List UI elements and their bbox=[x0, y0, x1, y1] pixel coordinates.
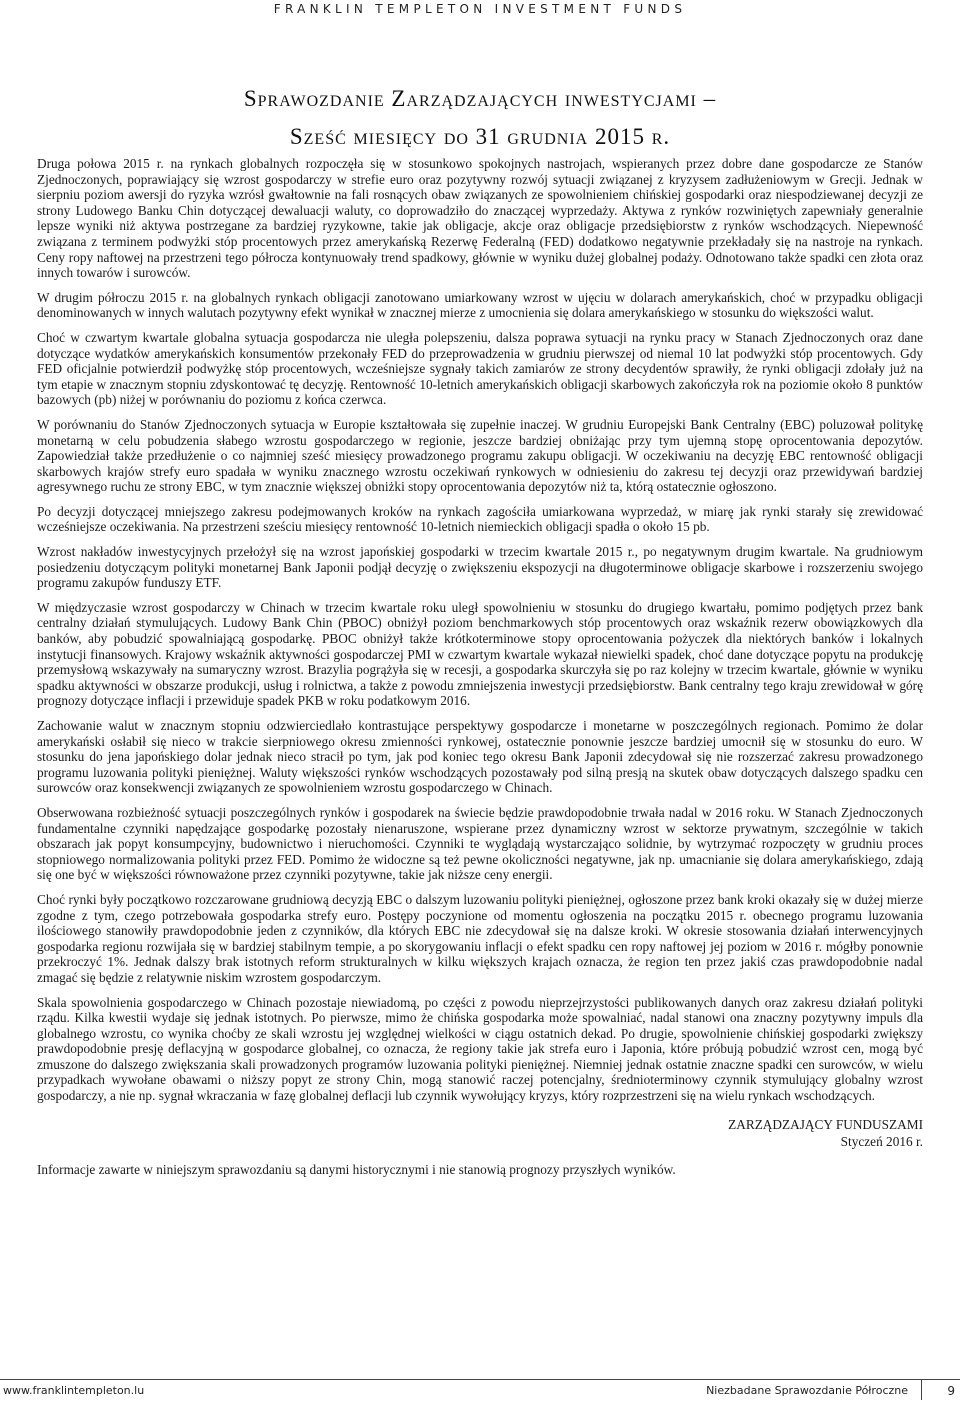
paragraph: W międzyczasie wzrost gospodarczy w Chinach w trzecim kwartale roku uległ spowolnieniu w stosunku do drugiego kwartału, pomimo podjętych przez bank centralny działań stymulujących. Ludowy Bank Chin (PBOC) obniżył poziom benchmarkowych stóp procentowych oraz wskaźnik rezerw obowiązkowych dla banków, aby pobudzić spowalniającą gospodarkę. PBOC obniżył także krótkoterminowe stopy oprocentowania pożyczek dla niektórych banków i lokalnych instytucji finansowych. Krajowy wskaźnik aktywności gospodarczej PMI w czwartym kwartale wykazał niewielki spadek, choć dane dotyczące popytu na produkcję przemysłową wskazywały na sumaryczny wzrost. Brazylia pogrążyła się w recesji, a gospodarka skurczyła się po raz kolejny w trzecim kwartale, głównie w wyniku spadku aktywności w obszarze produkcji, usług i rolnictwa, a także z powodu zmniejszenia inwestycji przedsiębiorstw. Bank centralny tego kraju zrewidował w górę prognozy dotyczące inflacji i przewiduje spadek PKB w roku podatkowym 2016. bbox=[37, 599, 923, 709]
signature-date: Styczeń 2016 r. bbox=[840, 1133, 923, 1149]
report-body bbox=[37, 156, 923, 1177]
page-title bbox=[0, 80, 960, 156]
paragraph: Obserwowana rozbieżność sytuacji poszczególnych rynków i gospodarek na świecie będzie prawdopodobnie trwała nadal w 2016 roku. W Stanach Zjednoczonych fundamentalne czynniki napędzające gospodarkę pozostały nienaruszone, wspierane przez dynamiczny wzrost w sektorze prywatnym, szczególnie w takich obszarach jak popyt konsumpcyjny, budownictwo i nieruchomości. Czynniki te wyglądają wystarczająco solidnie, by wytrzymać rozpoczęty w grudniu proces stopniowego normalizowania polityki przez FED. Pomimo że widoczne są też pewne okoliczności negatywne, jak np. umacnianie się dolara amerykańskiego, zdają się one być w większości równoważone przez czynniki pozytywne, takie jak niższe ceny energii. bbox=[37, 804, 923, 883]
page-number: 9 bbox=[947, 1384, 955, 1398]
paragraph: W porównaniu do Stanów Zjednoczonych sytuacja w Europie kształtowała się zupełnie inaczej. W grudniu Europejski Bank Centralny (EBC) poluzował politykę monetarną w celu pobudzenia słabego wzrostu gospodarczego w regionie, jeszcze bardziej obniżając przy tym ujemną stopę oprocentowania depozytów. Zapowiedział także przedłużenie o co najmniej sześć miesięcy prowadzonego programu zakupu obligacji. W oczekiwaniu na decyzję EBC rentowność obligacji skarbowych krajów strefy euro spadała w wyniku znacznego wzrostu oczekiwań rynkowych w odniesieniu do zakresu tej decyzji oraz przewidywań bardziej agresywnego ruchu ze strony EBC, w tym znacznie większej obniżki stopy oprocentowania depozytów niż ta, którą ostatecznie ogłoszono. bbox=[37, 416, 923, 495]
footer-separator bbox=[921, 1380, 922, 1400]
paragraph: Choć w czwartym kwartale globalna sytuacja gospodarcza nie uległa polepszeniu, dalsza poprawa sytuacji na rynku pracy w Stanach Zjednoczonych oraz dane dotyczące wydatków amerykańskich konsumentów przekonały FED do przeprowadzenia w grudniu pierwszej od niemal 10 lat podwyżki stóp procentowych. Gdy FED oficjalnie potwierdził podwyżkę stóp procentowych, wcześniejsze sygnały takich zamiarów ze strony decydentów sprawiły, że rynki obligacji zdołały już na tym etapie w znacznym stopniu zdyskontować tę decyzję. Rentowność 10-letnich amerykańskich obligacji skarbowych zakończyła rok na poziomie około 8 punktów bazowych (pb) niżej w porównaniu do poziomu z końca czerwca. bbox=[37, 329, 923, 408]
running-header: FRANKLIN TEMPLETON INVESTMENT FUNDS bbox=[273, 2, 687, 16]
signature-role: ZARZĄDZAJĄCY FUNDUSZAMI bbox=[728, 1116, 923, 1132]
paragraph: Zachowanie walut w znacznym stopniu odzwierciedlało kontrastujące perspektywy gospodarcze i monetarne w poszczególnych regionach. Pomimo że dolar amerykański osłabił się nieco w trakcie sierpniowego okresu zmienności rynkowej, ostatecznie ponownie jeszcze bardziej umocnił się w stosunku do euro. W stosunku do jena japońskiego dolar jednak nieco stracił po tym, jak pod koniec tego okresu Bank Japonii zdecydował się nie rozszerzać zakresu prowadzonego programu luzowania polityki pieniężnej. Waluty większości rynków wschodzących pozostawały pod silną presją na skutek obaw dotyczących dalszego spadku cen surowców oraz konsekwencji związanych ze spowolnieniem wzrostu gospodarczego w Chinach. bbox=[37, 718, 923, 796]
footer-document-title: Niezbadane Sprawozdanie Półroczne bbox=[706, 1384, 908, 1397]
paragraph: Druga połowa 2015 r. na rynkach globalnych rozpoczęła się w stosunkowo spokojnych nastrojach, wspieranych przez dobre dane gospodarcze ze Stanów Zjednoczonych, poprawiający się wzrost gospodarczy w strefie euro oraz pozytywny rozwój sytuacji związanej z kryzysem zadłużeniowym w Grecji. Jednak w sierpniu poziom awersji do ryzyka wzrósł gwałtownie na fali rosnących obaw związanych ze spowolnieniem chińskiej gospodarki oraz niespodziewanej decyzji ze strony Ludowego Banku Chin dotyczącej dewaluacji waluty, co doprowadziło do znaczącej wyprzedaży. Aktywa z rynków rozwiniętych zapewniały generalnie lepsze wyniki niż aktywa postrzegane za bardziej ryzykowne, takie jak obligacje, akcje oraz obligacje przedsiębiorstw z rynków wschodzących. Niepewność związana z terminem podwyżki stóp procentowych przez amerykańską Rezerwę Federalną (FED) dodatkowo negatywnie przekładały się na nastroje na rynkach. Ceny ropy naftowej na przestrzeni tego półrocza kontynuowały trend spadkowy, głównie w wyniku dużej globalnej podaży. Odnotowano także spadki cen złota oraz innych towarów i surowców. bbox=[37, 156, 923, 281]
title-line-1: Sprawozdanie Zarządzających inwestycjami – bbox=[243, 86, 717, 111]
disclaimer-note: Informacje zawarte w niniejszym sprawozdaniu są danymi historycznymi i nie stanowią prognozy przyszłych wyników. bbox=[37, 1161, 676, 1177]
footer-divider bbox=[0, 1379, 960, 1380]
paragraph: Skala spowolnienia gospodarczego w Chinach pozostaje niewiadomą, po części z powodu nieprzejrzystości publikowanych danych oraz zakresu działań polityki rządu. Kilka kwestii wydaje się jednak istotnych. Po pierwsze, mimo że chińska gospodarka może spowalniać, nadal stanowi ona znaczny pozytywny impuls dla globalnego wzrostu, co wynika choćby ze skali wzrostu jej względnej wielkości w ciągu ostatnich dekad. Po drugie, spowolnienie chińskiej gospodarki zwiększy prawdopodobnie presję deflacyjną w gospodarce globalnej, co oznacza, że regiony takie jak strefa euro i Japonia, które próbują pobudzić wzrost cen, mogą być zmuszone do dalszego zwiększania skali prowadzonych programów luzowania polityki pieniężnej. Niemniej jednak ostatnie znaczne spadki cen surowców, w wielu przypadkach wywołane obawami o niższy popyt ze strony Chin, mogą stanowić raczej potencjalny, średnioterminowy czynnik stymulujący globalny wzrost gospodarczy, a nie np. sygnał wkraczania w fazę globalnej deflacji lub czynnik wywołujący kryzys, który rozprzestrzeni się na wielu rynkach wschodzących. bbox=[37, 994, 923, 1104]
paragraph: W drugim półroczu 2015 r. na globalnych rynkach obligacji zanotowano umiarkowany wzrost w ujęciu w dolarach amerykańskich, choć w przypadku obligacji denominowanych w innych walutach pozytywny efekt wynikał w znacznej mierze z umocnienia się dolara amerykańskiego w stosunku do większości walut. bbox=[37, 289, 923, 321]
paragraph: Choć rynki były początkowo rozczarowane grudniową decyzją EBC o dalszym luzowaniu polityki pieniężnej, ogłoszone przez bank kroki okazały się w dużej mierze zgodne z tym, czego potrzebowała gospodarka strefy euro. Postępy poczynione od momentu ogłoszenia na początku 2015 r. obecnego programu luzowania ilościowego stanowiły prawdopodobnie jeden z czynników, dla których EBC nie zdecydował się na dalsze kroki. W okresie stosowania działań interwencyjnych gospodarka regionu rozwijała się w bardziej stabilnym tempie, a po skorygowaniu inflacji o efekt spadku cen ropy naftowej jej poziom w 2016 r. mógłby ponownie przekroczyć 1%. Jednak dalszy brak istotnych reform strukturalnych w kilku większych krajach oznacza, że region ten przez jakiś czas prawdopodobnie nadal zmagać się będzie z relatywnie niskim wzrostem gospodarczym. bbox=[37, 891, 923, 985]
page-footer bbox=[0, 1384, 960, 1400]
title-line-2: Sześć miesięcy do 31 grudnia 2015 r. bbox=[289, 124, 671, 149]
signature-block bbox=[37, 1116, 923, 1150]
footer-website-link[interactable]: www.franklintempleton.lu bbox=[3, 1384, 145, 1397]
paragraph: Wzrost nakładów inwestycyjnych przełożył się na wzrost japońskiej gospodarki w trzecim kwartale 2015 r., po negatywnym drugim kwartale. Na grudniowym posiedzeniu dotyczącym polityki monetarnej Bank Japonii podjął decyzję o zwiększeniu ekspozycji na długoterminowe obligacje skarbowe i rozszerzeniu swojego programu zakupów funduszy ETF. bbox=[37, 544, 923, 591]
paragraph: Po decyzji dotyczącej mniejszego zakresu podejmowanych kroków na rynkach zagościła umiarkowana wyprzedaż, w miarę jak rynki starały się zrewidować wcześniejsze oczekiwania. Na przestrzeni sześciu miesięcy rentowność 10-letnich niemieckich obligacji spadła o około 15 pb. bbox=[37, 503, 923, 535]
